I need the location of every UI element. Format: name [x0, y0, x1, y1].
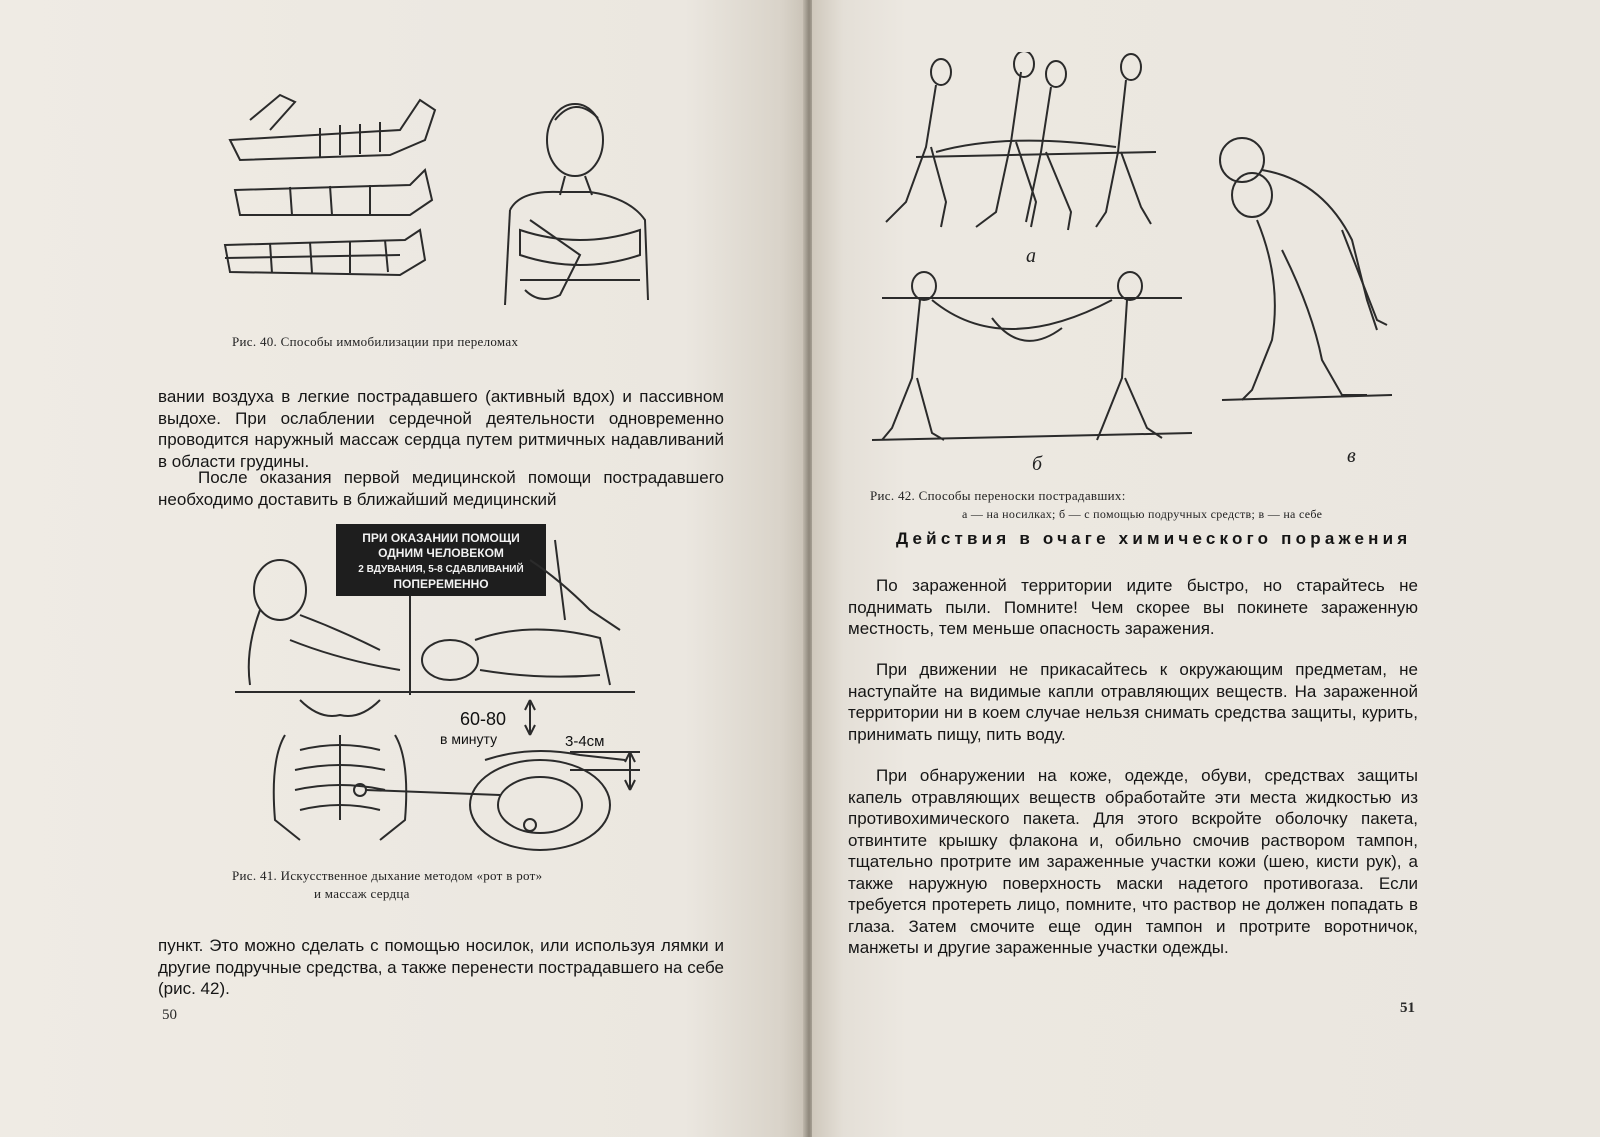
fig42-label-b: б [1032, 453, 1043, 475]
fig42-letter-labels [812, 0, 1600, 500]
page-number-right: 51 [1400, 1000, 1415, 1016]
fig41-placard-line2: ОДНИМ ЧЕЛОВЕКОМ [378, 546, 504, 560]
fig42-caption-line1: Рис. 42. Способы переноски пострадавших: [870, 488, 1126, 503]
fig41-cpr-illustration [230, 520, 650, 860]
section-heading: Действия в очаге химического поражения [896, 529, 1412, 548]
left-para-1: вании воздуха в легкие пострадавшего (активный вдох) и пассивном выдохе. При ослаблении сердечной деятельности одновременно проводится наружный массаж сердца путем ритмичных надавливаний в области грудины. [158, 387, 724, 471]
fig41-caption-line2: и массаж сердца [314, 886, 410, 901]
fig40-caption: Рис. 40. Способы иммобилизации при переломах [232, 334, 519, 349]
page-number-left: 50 [162, 1007, 177, 1023]
fig42-caption-line2 [962, 506, 1322, 522]
fig40-immobilization-illustration [220, 80, 650, 320]
right-para-3: При обнаружении на коже, одежде, обуви, средствах защиты капель отравляющих веществ обработайте эти места жидкостью из противохимического пакета. Для этого вскройте оболочку пакета, отвинтите крышку флакона и, обильно смочив раствором тампон, тщательно протрите им зараженные участки кожи (шею, кисти рук), а также наружную поверхность маски надетого противогаза. Если требуется протереть лицо, помните, что раствор не должен попадать в глаза. Затем смочите еще один тампон и протрите воротничок, манжеты и другие зараженные участки одежды. [848, 766, 1418, 957]
left-para-3: пункт. Это можно сделать с помощью носилок, или используя лямки и другие подручные средства, а также перенести пострадавшего на себе (рис. 42). [158, 936, 724, 998]
right-para-1: По зараженной территории идите быстро, но старайтесь не поднимать пыли. Помните! Чем скорее вы покинете зараженную местность, тем меньше опасность заражения. [848, 576, 1418, 638]
fig41-placard-line3: 2 ВДУВАНИЯ, 5-8 СДАВЛИВАНИЙ [358, 564, 524, 575]
fig41-caption-line1: Рис. 41. Искусственное дыхание методом «рот в рот» [232, 868, 543, 883]
fig42-caption-line2-text: а — на носилках; б — с помощью подручных средств; в — на себе [962, 507, 1323, 521]
fig41-placard-line4: ПОПЕРЕМЕННО [393, 577, 489, 591]
fig41-rate: 60-80 [460, 709, 507, 729]
fig42-label-a: а [1026, 245, 1036, 267]
fig41-rate-unit: в минуту [440, 731, 498, 747]
left-para-2: После оказания первой медицинской помощи пострадавшего необходимо доставить в ближайший медицинский [158, 468, 724, 509]
right-para-2: При движении не прикасайтесь к окружающим предметам, не наступайте на видимые капли отравляющих веществ. На зараженной территории ни в коем случае нельзя снимать средства защиты, курить, принимать пищу, пить воду. [848, 660, 1418, 744]
right-page [812, 0, 1600, 1137]
fig41-placard-line1: ПРИ ОКАЗАНИИ ПОМОЩИ [362, 531, 520, 545]
fig42-label-v: в [1347, 445, 1356, 467]
fig41-depth: 3-4см [565, 733, 605, 750]
